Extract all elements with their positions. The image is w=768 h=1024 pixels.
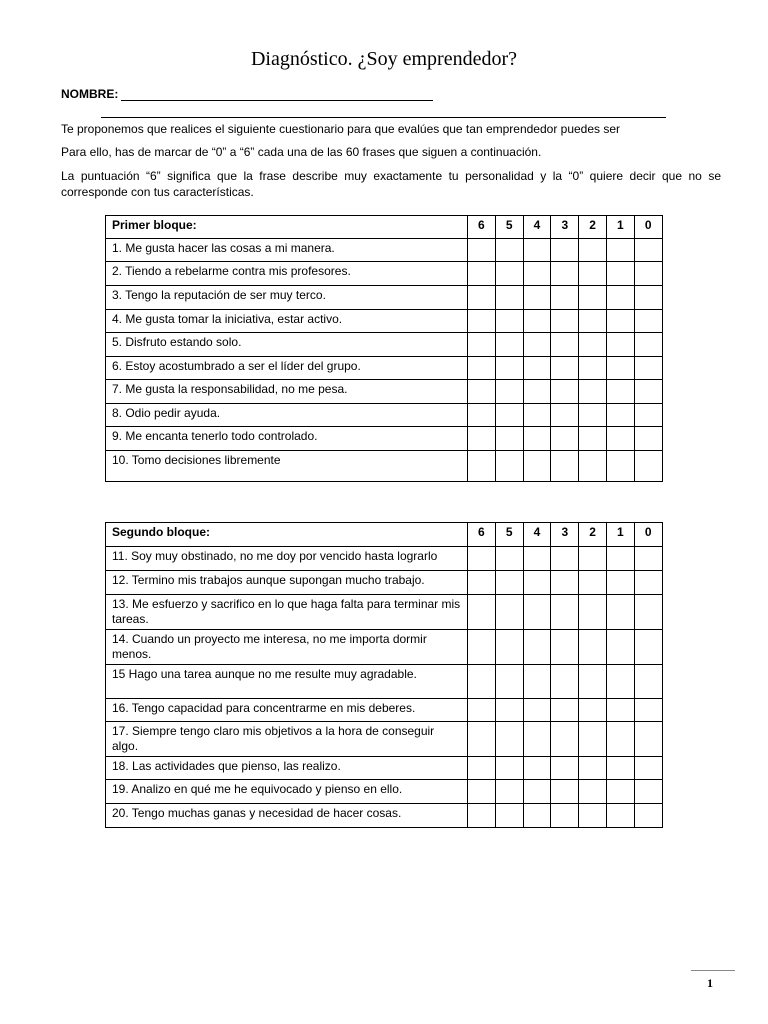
answer-cell[interactable] — [579, 262, 607, 286]
page-title — [0, 48, 768, 71]
scale-header: 6 — [468, 523, 496, 547]
answer-cell[interactable] — [634, 262, 662, 286]
page-number: 1 — [707, 976, 713, 990]
scale-header: 3 — [551, 216, 579, 239]
questionnaire-table-block-2 — [105, 522, 663, 828]
question-text: 20. Tengo muchas ganas y necesidad de hacer cosas. — [106, 804, 468, 828]
answer-cell[interactable] — [579, 665, 607, 699]
table-header-row — [106, 216, 663, 239]
intro-paragraph-3: La puntuación “6” significa que la frase describe muy exactamente tu personalidad y la “0” quiere decir que no se corresponde con tus características. — [61, 169, 721, 199]
question-text: 11. Soy muy obstinado, no me doy por vencido hasta lograrlo — [106, 547, 468, 571]
answer-cell[interactable] — [468, 239, 496, 262]
answer-cell[interactable] — [495, 404, 523, 427]
scale-header: 3 — [551, 523, 579, 547]
answer-cell[interactable] — [634, 333, 662, 357]
table-row — [106, 451, 663, 482]
table-row — [106, 722, 663, 757]
answer-cell[interactable] — [551, 404, 579, 427]
answer-cell[interactable] — [495, 333, 523, 357]
answer-cell[interactable] — [579, 547, 607, 571]
answer-cell[interactable] — [551, 310, 579, 333]
answer-cell[interactable] — [579, 722, 607, 757]
answer-cell[interactable] — [634, 404, 662, 427]
answer-cell[interactable] — [551, 357, 579, 380]
answer-cell[interactable] — [606, 286, 634, 310]
question-text: 15 Hago una tarea aunque no me resulte muy agradable. — [106, 665, 468, 699]
answer-cell[interactable] — [468, 404, 496, 427]
answer-cell[interactable] — [606, 571, 634, 595]
answer-cell[interactable] — [606, 380, 634, 404]
answer-cell[interactable] — [468, 451, 496, 482]
answer-cell[interactable] — [495, 699, 523, 722]
question-text: 16. Tengo capacidad para concentrarme en mis deberes. — [106, 699, 468, 722]
answer-cell[interactable] — [606, 699, 634, 722]
answer-cell[interactable] — [523, 665, 551, 699]
answer-cell[interactable] — [579, 380, 607, 404]
question-text: 18. Las actividades que pienso, las realizo. — [106, 757, 468, 780]
answer-cell[interactable] — [523, 804, 551, 828]
table-row — [106, 665, 663, 699]
answer-cell[interactable] — [495, 595, 523, 630]
answer-cell[interactable] — [468, 547, 496, 571]
nombre-label: NOMBRE: — [61, 87, 119, 101]
name-continuation-line[interactable] — [101, 117, 666, 118]
answer-cell[interactable] — [606, 757, 634, 780]
answer-cell[interactable] — [551, 427, 579, 451]
answer-cell[interactable] — [523, 310, 551, 333]
answer-cell[interactable] — [634, 699, 662, 722]
answer-cell[interactable] — [606, 595, 634, 630]
answer-cell[interactable] — [523, 722, 551, 757]
footer-rule — [691, 970, 735, 971]
answer-cell[interactable] — [523, 357, 551, 380]
table-row — [106, 239, 663, 262]
answer-cell[interactable] — [551, 804, 579, 828]
question-text: 9. Me encanta tenerlo todo controlado. — [106, 427, 468, 451]
answer-cell[interactable] — [551, 595, 579, 630]
answer-cell[interactable] — [468, 286, 496, 310]
scale-header: 4 — [523, 216, 551, 239]
table-row — [106, 333, 663, 357]
table-row — [106, 630, 663, 665]
intro-paragraph-1: Te proponemos que realices el siguiente cuestionario para que evalúes que tan emprendedor puedes ser — [61, 122, 621, 136]
answer-cell[interactable] — [495, 804, 523, 828]
question-text: 12. Termino mis trabajos aunque supongan mucho trabajo. — [106, 571, 468, 595]
answer-cell[interactable] — [468, 427, 496, 451]
answer-cell[interactable] — [495, 757, 523, 780]
table-row — [106, 699, 663, 722]
table-row — [106, 262, 663, 286]
answer-cell[interactable] — [634, 757, 662, 780]
scale-header: 1 — [606, 523, 634, 547]
answer-cell[interactable] — [495, 571, 523, 595]
answer-cell[interactable] — [468, 333, 496, 357]
answer-cell[interactable] — [634, 286, 662, 310]
answer-cell[interactable] — [606, 630, 634, 665]
answer-cell[interactable] — [634, 804, 662, 828]
question-text: 19. Analizo en qué me he equivocado y pienso en ello. — [106, 780, 468, 804]
question-text: 10. Tomo decisiones libremente — [106, 451, 468, 482]
answer-cell[interactable] — [579, 357, 607, 380]
answer-cell[interactable] — [495, 665, 523, 699]
answer-cell[interactable] — [551, 451, 579, 482]
answer-cell[interactable] — [523, 427, 551, 451]
answer-cell[interactable] — [551, 699, 579, 722]
answer-cell[interactable] — [551, 571, 579, 595]
question-text: 17. Siempre tengo claro mis objetivos a la hora de conseguir algo. — [106, 722, 468, 757]
answer-cell[interactable] — [606, 780, 634, 804]
answer-cell[interactable] — [551, 333, 579, 357]
question-text: 7. Me gusta la responsabilidad, no me pesa. — [106, 380, 468, 404]
answer-cell[interactable] — [468, 722, 496, 757]
question-text: 6. Estoy acostumbrado a ser el líder del grupo. — [106, 357, 468, 380]
question-text: 14. Cuando un proyecto me interesa, no me importa dormir menos. — [106, 630, 468, 665]
answer-cell[interactable] — [579, 630, 607, 665]
answer-cell[interactable] — [606, 310, 634, 333]
table-row — [106, 380, 663, 404]
answer-cell[interactable] — [634, 722, 662, 757]
answer-cell[interactable] — [468, 571, 496, 595]
block-heading: Primer bloque: — [106, 216, 468, 239]
answer-cell[interactable] — [606, 427, 634, 451]
questionnaire-table-block-1 — [105, 215, 663, 482]
answer-cell[interactable] — [579, 571, 607, 595]
answer-cell[interactable] — [606, 722, 634, 757]
answer-cell[interactable] — [551, 239, 579, 262]
answer-cell[interactable] — [468, 357, 496, 380]
answer-cell[interactable] — [579, 699, 607, 722]
answer-cell[interactable] — [551, 630, 579, 665]
question-text: 8. Odio pedir ayuda. — [106, 404, 468, 427]
nombre-row — [61, 87, 433, 101]
answer-cell[interactable] — [551, 665, 579, 699]
answer-cell[interactable] — [634, 547, 662, 571]
table-row — [106, 427, 663, 451]
table-row — [106, 595, 663, 630]
question-text: 13. Me esfuerzo y sacrifico en lo que haga falta para terminar mis tareas. — [106, 595, 468, 630]
scale-header: 4 — [523, 523, 551, 547]
answer-cell[interactable] — [634, 630, 662, 665]
answer-cell[interactable] — [523, 571, 551, 595]
question-text: 3. Tengo la reputación de ser muy terco. — [106, 286, 468, 310]
table-header-row — [106, 523, 663, 547]
table-row — [106, 571, 663, 595]
answer-cell[interactable] — [523, 780, 551, 804]
block-heading: Segundo bloque: — [106, 523, 468, 547]
answer-cell[interactable] — [523, 595, 551, 630]
question-text: 2. Tiendo a rebelarme contra mis profesores. — [106, 262, 468, 286]
answer-cell[interactable] — [468, 380, 496, 404]
table-row — [106, 310, 663, 333]
question-text: 5. Disfruto estando solo. — [106, 333, 468, 357]
answer-cell[interactable] — [579, 757, 607, 780]
answer-cell[interactable] — [634, 595, 662, 630]
answer-cell[interactable] — [523, 699, 551, 722]
answer-cell[interactable] — [579, 427, 607, 451]
question-text: 4. Me gusta tomar la iniciativa, estar activo. — [106, 310, 468, 333]
answer-cell[interactable] — [495, 451, 523, 482]
question-text: 1. Me gusta hacer las cosas a mi manera. — [106, 239, 468, 262]
scale-header: 5 — [495, 523, 523, 547]
answer-cell[interactable] — [579, 780, 607, 804]
answer-cell[interactable] — [606, 404, 634, 427]
answer-cell[interactable] — [468, 780, 496, 804]
answer-cell[interactable] — [523, 630, 551, 665]
answer-cell[interactable] — [523, 404, 551, 427]
answer-cell[interactable] — [495, 780, 523, 804]
answer-cell[interactable] — [579, 404, 607, 427]
scale-header: 2 — [579, 523, 607, 547]
table-row — [106, 780, 663, 804]
answer-cell[interactable] — [606, 547, 634, 571]
intro-paragraph-2: Para ello, has de marcar de “0” a “6” cada una de las 60 frases que siguen a continuación. — [61, 145, 542, 159]
answer-cell[interactable] — [579, 804, 607, 828]
answer-cell[interactable] — [495, 722, 523, 757]
answer-cell[interactable] — [606, 333, 634, 357]
answer-cell[interactable] — [606, 665, 634, 699]
answer-cell[interactable] — [523, 286, 551, 310]
answer-cell[interactable] — [551, 757, 579, 780]
table-row — [106, 404, 663, 427]
answer-cell[interactable] — [468, 262, 496, 286]
answer-cell[interactable] — [606, 451, 634, 482]
answer-cell[interactable] — [523, 451, 551, 482]
table-row — [106, 804, 663, 828]
answer-cell[interactable] — [579, 310, 607, 333]
nombre-field-line[interactable] — [121, 88, 433, 101]
answer-cell[interactable] — [495, 547, 523, 571]
answer-cell[interactable] — [523, 380, 551, 404]
answer-cell[interactable] — [579, 286, 607, 310]
answer-cell[interactable] — [551, 262, 579, 286]
answer-cell[interactable] — [495, 427, 523, 451]
answer-cell[interactable] — [468, 757, 496, 780]
answer-cell[interactable] — [523, 239, 551, 262]
answer-cell[interactable] — [523, 262, 551, 286]
answer-cell[interactable] — [634, 357, 662, 380]
scale-header: 1 — [606, 216, 634, 239]
answer-cell[interactable] — [495, 357, 523, 380]
answer-cell[interactable] — [495, 239, 523, 262]
scale-header: 0 — [634, 523, 662, 547]
scale-header: 2 — [579, 216, 607, 239]
answer-cell[interactable] — [523, 757, 551, 780]
answer-cell[interactable] — [551, 722, 579, 757]
answer-cell[interactable] — [606, 804, 634, 828]
scale-header: 5 — [495, 216, 523, 239]
answer-cell[interactable] — [634, 665, 662, 699]
answer-cell[interactable] — [551, 547, 579, 571]
answer-cell[interactable] — [468, 595, 496, 630]
answer-cell[interactable] — [634, 310, 662, 333]
answer-cell[interactable] — [579, 595, 607, 630]
answer-cell[interactable] — [551, 780, 579, 804]
answer-cell[interactable] — [634, 451, 662, 482]
answer-cell[interactable] — [634, 571, 662, 595]
answer-cell[interactable] — [634, 780, 662, 804]
answer-cell[interactable] — [634, 239, 662, 262]
table-row — [106, 757, 663, 780]
answer-cell[interactable] — [606, 239, 634, 262]
answer-cell[interactable] — [634, 380, 662, 404]
answer-cell[interactable] — [579, 333, 607, 357]
answer-cell[interactable] — [606, 357, 634, 380]
answer-cell[interactable] — [468, 699, 496, 722]
answer-cell[interactable] — [579, 239, 607, 262]
answer-cell[interactable] — [495, 262, 523, 286]
table-row — [106, 357, 663, 380]
answer-cell[interactable] — [495, 286, 523, 310]
table-row — [106, 547, 663, 571]
answer-cell[interactable] — [523, 547, 551, 571]
table-row — [106, 286, 663, 310]
answer-cell[interactable] — [468, 630, 496, 665]
scale-header: 6 — [468, 216, 496, 239]
answer-cell[interactable] — [634, 427, 662, 451]
answer-cell[interactable] — [495, 630, 523, 665]
answer-cell[interactable] — [468, 804, 496, 828]
answer-cell[interactable] — [468, 665, 496, 699]
answer-cell[interactable] — [495, 380, 523, 404]
title-text: Diagnóstico. ¿Soy emprendedor? — [250, 48, 518, 70]
answer-cell[interactable] — [551, 380, 579, 404]
answer-cell[interactable] — [468, 310, 496, 333]
answer-cell[interactable] — [495, 310, 523, 333]
answer-cell[interactable] — [523, 333, 551, 357]
answer-cell[interactable] — [551, 286, 579, 310]
answer-cell[interactable] — [606, 262, 634, 286]
scale-header: 0 — [634, 216, 662, 239]
answer-cell[interactable] — [579, 451, 607, 482]
